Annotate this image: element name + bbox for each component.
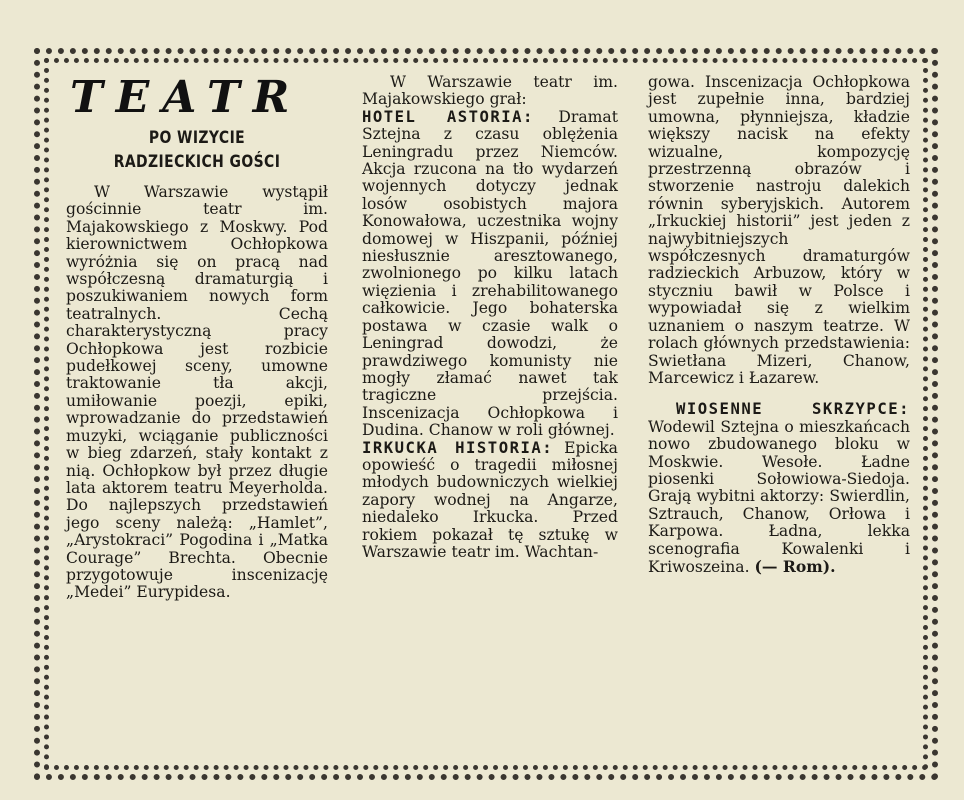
play-wiosenne-skrzypce bbox=[648, 401, 910, 576]
column-1 bbox=[66, 72, 328, 602]
play-3-title: WIOSENNE SKRZYPCE: bbox=[676, 400, 910, 419]
author-signature: (— Rom). bbox=[754, 556, 836, 576]
play-2-title: IRKUCKA HISTORIA: bbox=[362, 438, 554, 457]
play-1-text: Dramat Sztejna z czasu oblężenia Leningradu przez Niemców. Akcja rzucona na tło wydarzeń wojennych dotyczy jednak losów osobistych majora Konowałowa, uczestnika wojny domowej w Hiszpanii, później niesłusznie aresztowanego, zwolnionego po kilku latach więzienia i zrehabilitowanego całkowicie. Jego bohaterska postawa w czasie walk o Leningrad dowodzi, że prawdziwego komunisty nie mogły złamać nawet tak tragiczne przejścia. Inscenizacja Ochłopkowa i Dudina. Chanow w roli głównej. bbox=[362, 107, 618, 440]
play-1-title: HOTEL ASTORIA: bbox=[362, 107, 534, 126]
article-subtitle bbox=[90, 126, 305, 174]
column-3 bbox=[648, 74, 910, 576]
play-hotel-astoria bbox=[362, 109, 618, 440]
intro-paragraph: W Warszawie wystąpił gościnnie teatr im. Majakowskiego z Moskwy. Pod kierownictwem Ochłopkowa wyróżnia się on pracą nad współczesną dramaturgią i poszukiwaniem nowych form teatralnych. Cechą charakterystyczną pracy Ochłopkowa jest rozbicie pudełkowej sceny, umowne traktowanie tła akcji, umiłowanie poezji, epiki, wprowadzanie do przedstawień muzyki, wciąganie publiczności w bieg zdarzeń, stały kontakt z nią. Ochłopkow był przez długie lata aktorem teatru Meyerholda. Do najlepszych przedstawień jego sceny należą: „Hamlet”, „Arystokraci” Pogodina i „Matka Courage” Brechta. Obecnie przygotowuje inscenizację „Medei” Eurypidesa. bbox=[66, 183, 328, 602]
subtitle-line-2: RADZIECKICH GOŚCI bbox=[113, 152, 281, 172]
column-2-lead: W Warszawie teatr im. Majakowskiego grał: bbox=[362, 73, 618, 109]
play-2-text-a: Epicka opowieść o tragedii miłosnej młodych budowniczych wielkiej zapory wodnej na Angarze, niedaleko Irkucka. Przed rokiem pokazał tę sztukę w Warszawie teatr im. Wachtan- bbox=[362, 438, 618, 561]
subtitle-line-1: PO WIZYCIE bbox=[148, 128, 246, 148]
masthead-text: TEATR bbox=[70, 72, 303, 122]
column-2 bbox=[362, 74, 618, 561]
play-3-text: Wodewil Sztejna o mieszkańcach nowo zbudowanego bloku w Moskwie. Wesołe. Ładne piosenki Sołowiowa-Siedoja. Grają wybitni aktorzy: Swierdlin, Sztrauch, Chanow, Orłowa i Karpowa. Ładna, lekka scenografia Kowalenki i Kriwoszeina. bbox=[648, 417, 910, 576]
play-irkucka-historia bbox=[362, 440, 618, 562]
play-2-continued: gowa. Inscenizacja Ochłopkowa jest zupełnie inna, bardziej umowna, płynniejsza, kładzie większy nacisk na efekty wizualne, kompozycję przestrzenną obrazów i stworzenie nastroju dalekich równin syberyjskich. Autorem „Irkuckiej historii” jest jeden z najwybitniejszych współczesnych dramaturgów radzieckich Arbuzow, który w styczniu bawił w Polsce i wypowiadał się z wielkim uznaniem o naszym teatrze. W rolach głównych przedstawienia: Swietłana Mizeri, Chanow, Marcewicz i Łazarew. bbox=[648, 73, 910, 387]
teatr-masthead-logo bbox=[66, 72, 328, 122]
